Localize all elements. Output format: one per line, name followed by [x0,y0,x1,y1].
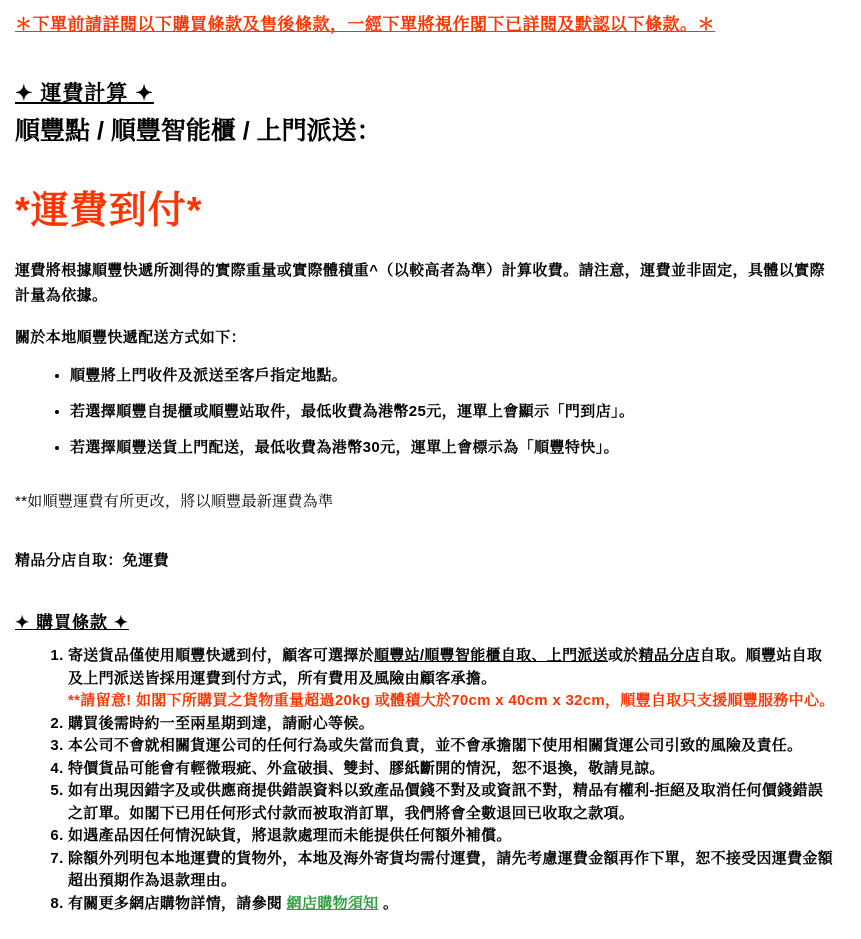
list-item: • 若選擇順豐自提櫃或順豐站取件，最低收費為港幣25元，運單上會顯示「門到店」。 [70,401,836,423]
purchase-terms-heading: ✦ 購買條款 ✦ [15,613,129,632]
term-item-more-info [68,893,836,916]
term-text: 。 [378,894,399,912]
fee-change-note: **如順豐運費有所更改，將以順豐最新運費為準 [15,493,334,510]
term-text: 有關更多網店購物詳情，請參閱 [68,894,287,912]
pre-order-notice-banner: ＊下單前請詳閱以下購買條款及售後條款，一經下單將視作閣下已詳閱及默認以下條款。＊ [15,15,715,34]
list-item: • 順豐將上門收件及派送至客戶指定地點。 [70,365,836,387]
term-text: 寄送貨品僅使用順豐快遞到付，顧客可選擇於 [68,647,375,664]
term-text-underlined-pickup-options: 順豐站/順豐智能櫃自取、上門派送 [374,647,608,664]
term-text-underlined-boutique-store: 精品分店 [638,647,700,664]
term-item-delivery-time: 2. 購買後需時約一至兩星期到達，請耐心等候。 [68,713,836,736]
term-item-out-of-stock: 6. 如遇產品因任何情況缺貨，將退款處理而未能提供任何額外補償。 [68,825,836,848]
delivery-methods-subheading: 順豐點 / 順豐智能櫃 / 上門派送： [15,117,382,145]
term-item-pricing-errors: 5. 如有出現因錯字及或供應商提供錯誤資料以致產品價錢不對及或資訊不對，精品有權利-拒絕及取消任何價錢錯誤之訂單。如閣下已用任何形式付款而被取消訂單，我們將會全數退回已收取之款項。 [68,780,836,825]
term-item-shipping-cost-refund: 7. 除額外列明包本地運費的貨物外，本地及海外寄貨均需付運費，請先考慮運費金額再作下單，恕不接受因運費金額超出預期作為退款理由。 [68,848,836,893]
delivery-methods-list [15,365,836,459]
list-item: • 若選擇順豐送貨上門配送，最低收費為港幣30元，運單上會標示為「順豐特快」。 [70,437,836,459]
term-item-courier-liability: 3. 本公司不會就相關貨運公司的任何行為或失當而負責，並不會承擔閣下使用相關貨運公司引致的風險及責任。 [68,735,836,758]
shipping-fee-intro: 運費將根據順豐快遞所測得的實際重量或實際體積重^（以較高者為準）計算收費。請注意，運費並非固定，具體以實際計量為依據。 [15,262,825,304]
freight-collect-highlight: *運費到付* [15,190,203,232]
delivery-methods-intro: 關於本地順豐快遞配送方式如下： [15,329,247,346]
online-store-guide-link[interactable]: 網店購物須知 [286,894,379,912]
term-text: 自取。順豐站自取及上門派送皆採用運費到付方式，所有費用及風險由顧客承擔。 [68,647,823,687]
term-text: 或於 [608,647,639,664]
purchase-terms-list [15,645,836,915]
term-item-discounted-goods: 4. 特價貨品可能會有輕微瑕疵、外盒破損、雙封、膠紙斷開的情況，恕不退換，敬請見諒。 [68,758,836,781]
shipping-fee-heading: ✦ 運費計算 ✦ [15,82,154,105]
size-weight-warning: **請留意! 如閣下所購買之貨物重量超過20kg 或體積大於70cm x 40cm x 32cm，順豐自取只支援順豐服務中心。 [68,692,835,709]
store-pickup-free-shipping: 精品分店自取：免運費 [15,552,170,569]
term-item-shipping-options [68,645,836,713]
